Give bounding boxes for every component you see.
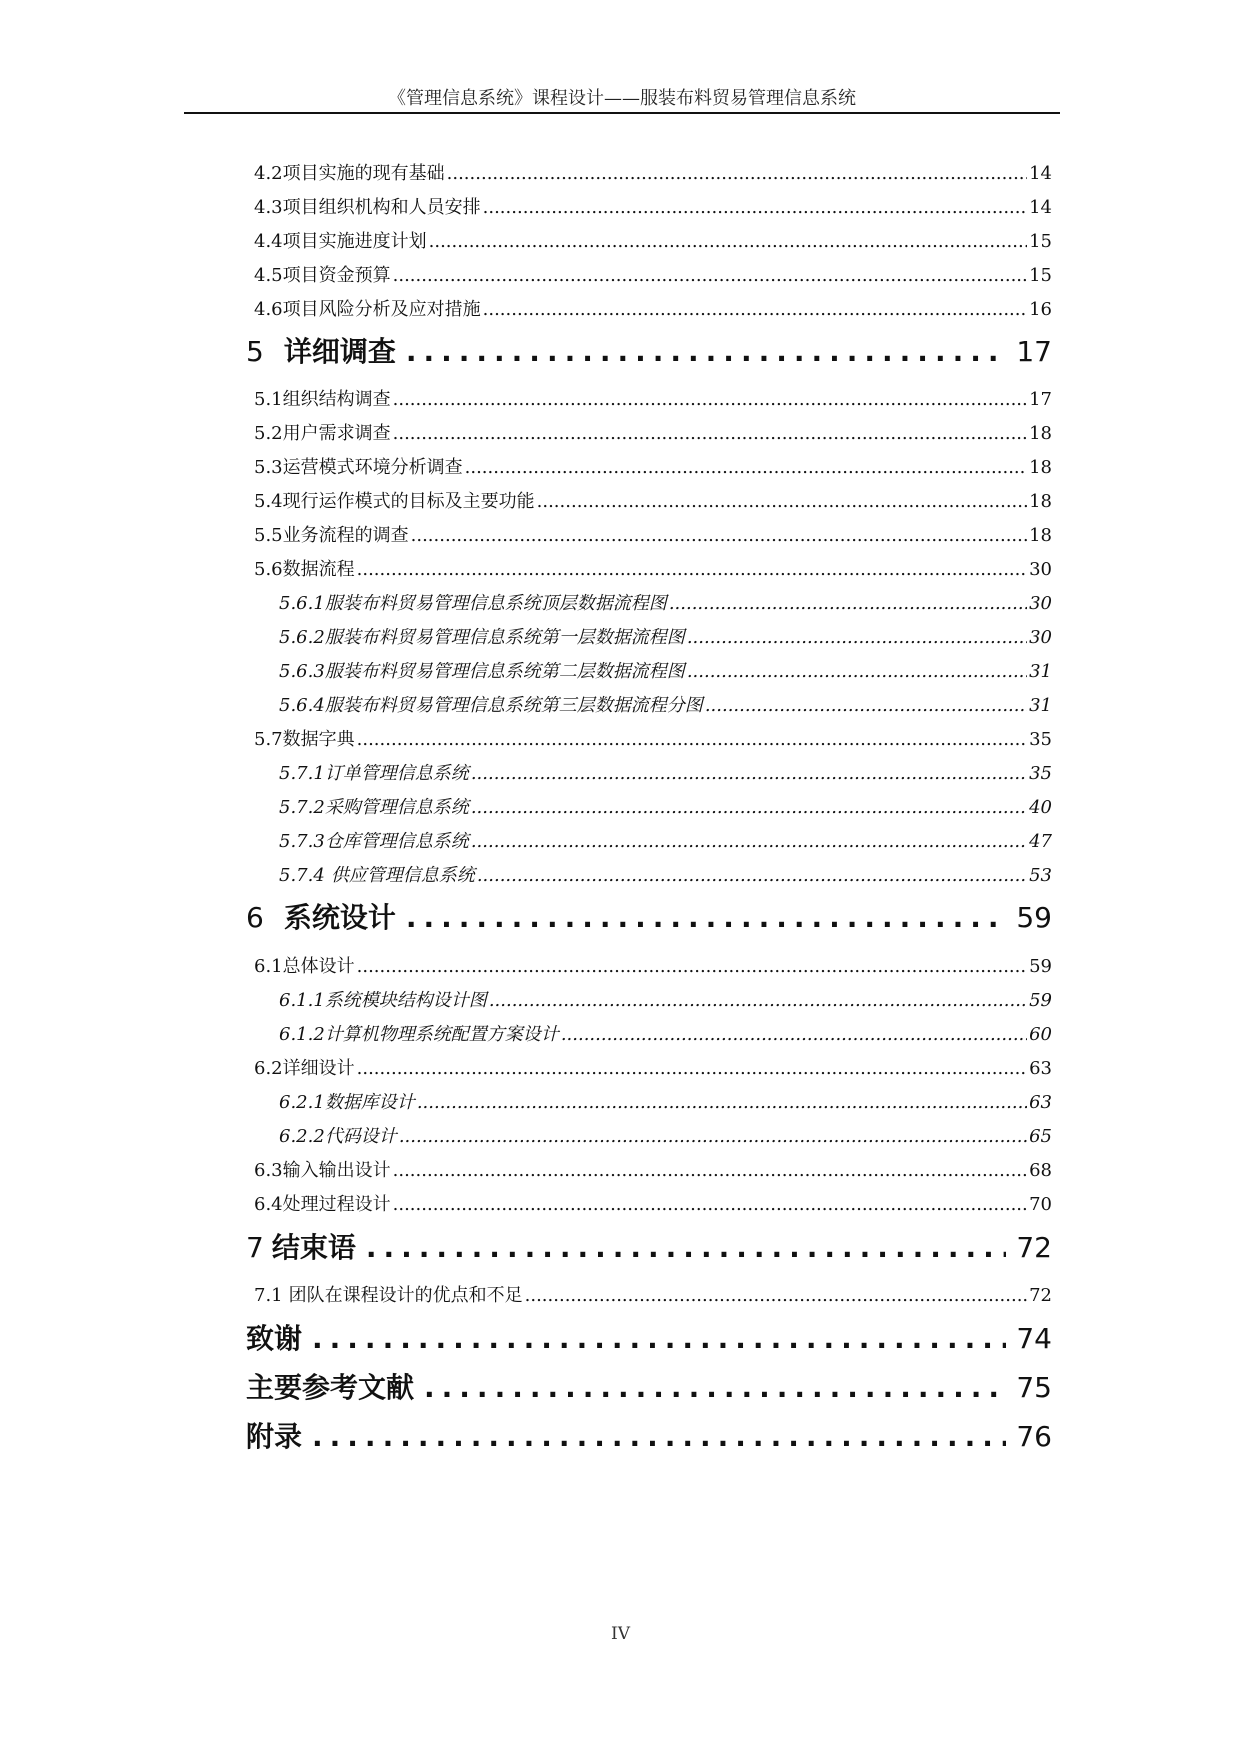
- toc-entry-page: 30: [1029, 559, 1052, 580]
- toc-entry[interactable]: [246, 896, 1052, 936]
- toc-entry[interactable]: [279, 1122, 1052, 1148]
- toc-entry-number: 7: [246, 1231, 264, 1264]
- toc-leader-dots: [417, 1092, 1027, 1113]
- toc-entry-number: 5.6.2: [279, 627, 325, 648]
- toc-entry-page: 53: [1029, 865, 1052, 886]
- toc-entry[interactable]: [279, 861, 1052, 887]
- toc-entry-number: 5.4: [254, 491, 283, 512]
- toc-entry-title: 项目实施的现有基础: [282, 163, 445, 184]
- toc-leader-dots: [393, 389, 1027, 410]
- toc-entry-page: 75: [1016, 1371, 1052, 1404]
- toc-entry[interactable]: [254, 521, 1052, 547]
- toc-leader-dots: [483, 197, 1027, 218]
- toc-entry-title: 数据库设计: [324, 1092, 415, 1113]
- toc-leader-dots: [357, 559, 1027, 580]
- toc-leader-dots: [687, 661, 1027, 682]
- toc-entry[interactable]: [279, 589, 1052, 615]
- toc-entry-title: 项目实施进度计划: [282, 231, 427, 252]
- toc-entry-page: 31: [1029, 695, 1052, 716]
- toc-entry-page: 18: [1029, 525, 1052, 546]
- toc-entry-number: 6.1: [254, 956, 283, 977]
- toc-entry-title: 组织结构调查: [282, 389, 391, 410]
- toc-entry-number: 5.6.4: [279, 695, 325, 716]
- toc-leader-dots: [471, 797, 1027, 818]
- toc-leader-dots: [489, 990, 1027, 1011]
- toc-leader-dots: [525, 1285, 1027, 1306]
- toc-leader-dots: [465, 457, 1027, 478]
- toc-entry-page: 68: [1029, 1160, 1052, 1181]
- toc-entry-title: 详细调查: [283, 335, 396, 368]
- toc-entry-page: 30: [1029, 593, 1052, 614]
- toc-entry[interactable]: [254, 555, 1052, 581]
- toc-entry-page: 74: [1016, 1322, 1052, 1355]
- toc-entry-number: 5.1: [254, 389, 283, 410]
- toc-entry[interactable]: [254, 453, 1052, 479]
- toc-entry-number: 6: [246, 901, 264, 934]
- toc-entry[interactable]: [254, 1190, 1052, 1216]
- toc-entry[interactable]: [254, 487, 1052, 513]
- toc-entry-title: 附录: [246, 1420, 303, 1453]
- toc-entry[interactable]: [254, 419, 1052, 445]
- toc-entry-title: 系统模块结构设计图: [324, 990, 487, 1011]
- toc-entry-page: 35: [1029, 763, 1052, 784]
- toc-entry-title: 计算机物理系统配置方案设计: [324, 1024, 559, 1045]
- toc-entry-number: 6.3: [254, 1160, 283, 1181]
- toc-entry[interactable]: [279, 657, 1052, 683]
- toc-entry[interactable]: [279, 691, 1052, 717]
- toc-entry-number: 4.2: [254, 163, 283, 184]
- toc-entry-title: 项目资金预算: [282, 265, 391, 286]
- toc-leader-dots: [537, 491, 1027, 512]
- toc-leader-dots: [411, 525, 1027, 546]
- toc-entry-page: 17: [1016, 335, 1052, 368]
- toc-leader-dots: [312, 1420, 1006, 1453]
- toc-entry[interactable]: [254, 295, 1052, 321]
- toc-entry[interactable]: [254, 159, 1052, 185]
- toc-entry-title: 系统设计: [283, 901, 396, 934]
- toc-entry-page: 59: [1016, 901, 1052, 934]
- toc-leader-dots: [393, 423, 1027, 444]
- toc-entry-title: 运营模式环境分析调查: [282, 457, 463, 478]
- toc-entry[interactable]: [254, 193, 1052, 219]
- toc-entry-page: 72: [1029, 1285, 1052, 1306]
- toc-leader-dots: [406, 335, 1007, 368]
- toc-leader-dots: [406, 901, 1007, 934]
- toc-leader-dots: [669, 593, 1027, 614]
- toc-entry-title: 订单管理信息系统: [324, 763, 469, 784]
- toc-entry[interactable]: [254, 385, 1052, 411]
- toc-entry[interactable]: [246, 1317, 1052, 1357]
- toc-entry-title: 结束语: [271, 1231, 356, 1264]
- toc-entry-number: 5.7.3: [279, 831, 325, 852]
- page-number: IV: [611, 1624, 630, 1644]
- toc-entry[interactable]: [254, 952, 1052, 978]
- toc-entry-title: 采购管理信息系统: [324, 797, 469, 818]
- toc-entry-page: 59: [1029, 956, 1052, 977]
- toc-leader-dots: [393, 265, 1027, 286]
- toc-leader-dots: [471, 763, 1027, 784]
- toc-entry-title: 处理过程设计: [282, 1194, 391, 1215]
- toc-entry[interactable]: [246, 1226, 1052, 1266]
- toc-entry-number: 5.7.4: [279, 865, 325, 886]
- toc-entry[interactable]: [279, 986, 1052, 1012]
- toc-leader-dots: [687, 627, 1027, 648]
- toc-leader-dots: [477, 865, 1027, 886]
- toc-entry[interactable]: [254, 1156, 1052, 1182]
- toc-entry-title: 项目组织机构和人员安排: [282, 197, 481, 218]
- toc-leader-dots: [357, 956, 1027, 977]
- toc-entry-title: 现行运作模式的目标及主要功能: [282, 491, 535, 512]
- toc-entry-page: 18: [1029, 491, 1052, 512]
- toc-leader-dots: [429, 231, 1027, 252]
- toc-entry[interactable]: [254, 1054, 1052, 1080]
- toc-entry-page: 30: [1029, 627, 1052, 648]
- toc-entry-number: 6.1.1: [279, 990, 325, 1011]
- toc-leader-dots: [366, 1231, 1007, 1264]
- toc-entry-number: 4.4: [254, 231, 283, 252]
- toc-entry-title: 数据字典: [282, 729, 355, 750]
- toc-entry-title: 代码设计: [324, 1126, 397, 1147]
- toc-entry-page: 35: [1029, 729, 1052, 750]
- toc-entry-number: 5.3: [254, 457, 283, 478]
- toc-entry-page: 63: [1029, 1058, 1052, 1079]
- toc-entry-title: 致谢: [246, 1322, 303, 1355]
- toc-entry-page: 14: [1029, 163, 1052, 184]
- toc-entry-title: 数据流程: [282, 559, 355, 580]
- toc-entry-number: 5.6: [254, 559, 283, 580]
- toc-entry-number: 5.7.1: [279, 763, 325, 784]
- toc-entry-title: 总体设计: [282, 956, 355, 977]
- toc-entry[interactable]: [279, 623, 1052, 649]
- toc-entry[interactable]: [279, 827, 1052, 853]
- toc-leader-dots: [312, 1322, 1006, 1355]
- toc-entry-page: 31: [1029, 661, 1052, 682]
- toc-entry[interactable]: [279, 759, 1052, 785]
- toc-entry-title: 供应管理信息系统: [330, 865, 475, 886]
- toc-entry-title: 业务流程的调查: [282, 525, 409, 546]
- toc-entry-number: 6.4: [254, 1194, 283, 1215]
- toc-entry[interactable]: [254, 227, 1052, 253]
- toc-entry-page: 59: [1029, 990, 1052, 1011]
- toc-leader-dots: [399, 1126, 1027, 1147]
- toc-entry-page: 18: [1029, 457, 1052, 478]
- toc-entry-title: 输入输出设计: [282, 1160, 391, 1181]
- toc-entry-title: 详细设计: [282, 1058, 355, 1079]
- toc-leader-dots: [705, 695, 1027, 716]
- toc-entry-title: 仓库管理信息系统: [324, 831, 469, 852]
- toc-leader-dots: [561, 1024, 1027, 1045]
- toc-entry-page: 15: [1029, 231, 1052, 252]
- toc-entry-number: 5.6.1: [279, 593, 325, 614]
- toc-entry-number: 5: [246, 335, 264, 368]
- toc-entry[interactable]: [279, 1020, 1052, 1046]
- toc-leader-dots: [357, 729, 1027, 750]
- toc-entry-number: 6.1.2: [279, 1024, 325, 1045]
- toc-entry[interactable]: [246, 1415, 1052, 1455]
- toc-entry-page: 17: [1029, 389, 1052, 410]
- toc-entry-page: 60: [1029, 1024, 1052, 1045]
- toc-entry-page: 63: [1029, 1092, 1052, 1113]
- toc-entry-number: 7.1: [254, 1285, 283, 1306]
- toc-entry-title: 项目风险分析及应对措施: [282, 299, 481, 320]
- toc-entry-number: 5.2: [254, 423, 283, 444]
- toc-entry-page: 14: [1029, 197, 1052, 218]
- toc-leader-dots: [393, 1160, 1027, 1181]
- toc-entry[interactable]: [279, 1088, 1052, 1114]
- toc-entry-page: 40: [1029, 797, 1052, 818]
- toc-entry[interactable]: [254, 1281, 1052, 1307]
- toc-entry-number: 4.5: [254, 265, 283, 286]
- toc-entry[interactable]: [246, 330, 1052, 370]
- toc-entry-number: 5.7.2: [279, 797, 325, 818]
- toc-leader-dots: [447, 163, 1027, 184]
- toc-entry-number: 4.6: [254, 299, 283, 320]
- toc-entry-number: 5.6.3: [279, 661, 325, 682]
- toc-entry-page: 70: [1029, 1194, 1052, 1215]
- toc-leader-dots: [483, 299, 1027, 320]
- toc-entry-page: 15: [1029, 265, 1052, 286]
- toc-entry-title: 用户需求调查: [282, 423, 391, 444]
- toc-entry-number: 5.7: [254, 729, 283, 750]
- toc-entry[interactable]: [254, 725, 1052, 751]
- toc-entry-number: 6.2.2: [279, 1126, 325, 1147]
- toc-leader-dots: [393, 1194, 1027, 1215]
- toc-entry-page: 76: [1016, 1420, 1052, 1453]
- toc-entry-page: 72: [1016, 1231, 1052, 1264]
- toc-entry-number: 6.2.1: [279, 1092, 325, 1113]
- toc-entry-title: 主要参考文献: [246, 1371, 415, 1404]
- toc-entry[interactable]: [254, 261, 1052, 287]
- toc-entry-number: 6.2: [254, 1058, 283, 1079]
- toc-entry-title: 服装布料贸易管理信息系统第三层数据流程分图: [324, 695, 703, 716]
- toc-entry-title: 服装布料贸易管理信息系统第一层数据流程图: [324, 627, 685, 648]
- toc-entry-title: 团队在课程设计的优点和不足: [288, 1285, 523, 1306]
- toc-entry-page: 47: [1029, 831, 1052, 852]
- toc-entry-title: 服装布料贸易管理信息系统第二层数据流程图: [324, 661, 685, 682]
- toc-entry-page: 18: [1029, 423, 1052, 444]
- toc-leader-dots: [424, 1371, 1006, 1404]
- toc-entry[interactable]: [246, 1366, 1052, 1406]
- toc-entry-page: 16: [1029, 299, 1052, 320]
- toc-leader-dots: [357, 1058, 1027, 1079]
- toc-entry-page: 65: [1029, 1126, 1052, 1147]
- toc-entry-number: 5.5: [254, 525, 283, 546]
- toc-entry-title: 服装布料贸易管理信息系统顶层数据流程图: [324, 593, 667, 614]
- toc-entry-number: 4.3: [254, 197, 283, 218]
- running-header: 《管理信息系统》课程设计——服装布料贸易管理信息系统: [388, 88, 856, 109]
- toc-leader-dots: [471, 831, 1027, 852]
- toc-entry[interactable]: [279, 793, 1052, 819]
